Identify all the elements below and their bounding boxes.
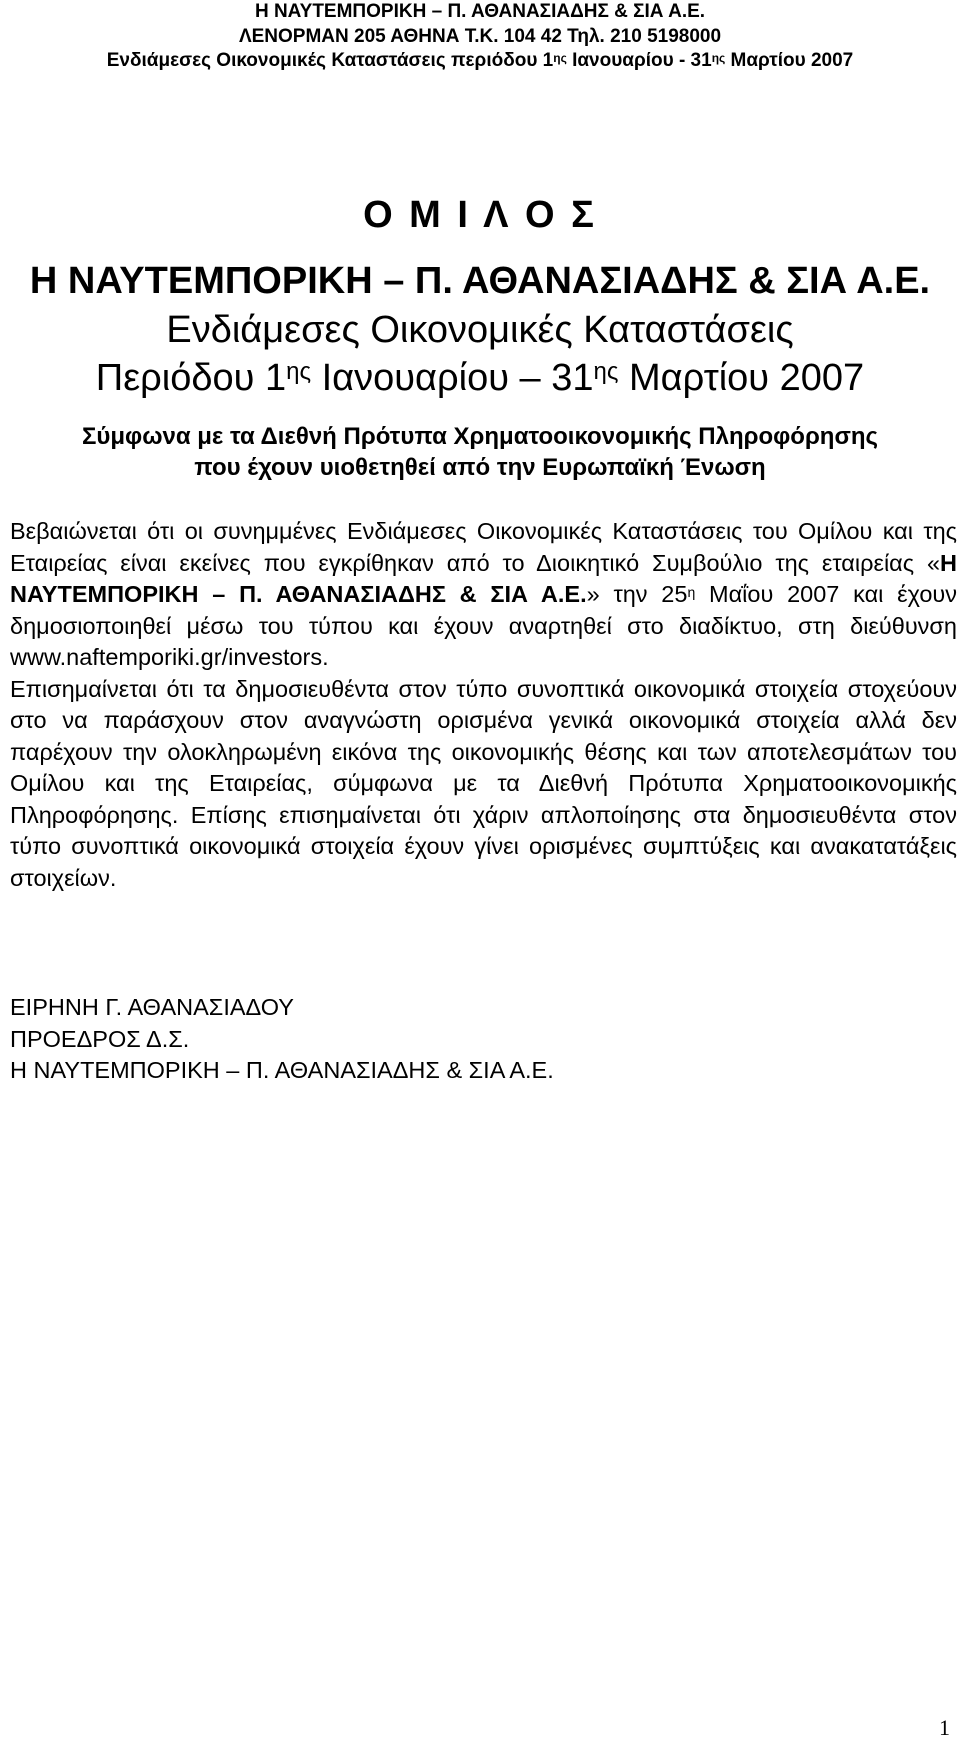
header-period-part: Μαρτίου 2007 bbox=[725, 50, 854, 71]
ifrs-line: που έχουν υιοθετηθεί από την Ευρωπαϊκή Ένωση bbox=[194, 454, 766, 481]
paragraph-text: » την 25 bbox=[586, 581, 688, 607]
header-period-part: Ενδιάμεσες Οικονομικές Καταστάσεις περιόδου 1 bbox=[106, 50, 554, 71]
page-number: 1 bbox=[939, 1715, 950, 1740]
signatory-role: ΠΡΟΕΔΡΟΣ Δ.Σ. bbox=[10, 1025, 190, 1052]
notice-paragraph: Επισημαίνεται ότι τα δημοσιευθέντα στον τύπο συνοπτικά οικονομικά στοιχεία στοχεύουν στο να παράσχουν στον αναγνώστη ορισμένα γενικά οικονομικά στοιχεία αλλά δεν παρέχουν την ολοκληρωμένη εικόνα της οικονομικής θέσης και των αποτελεσμάτων του Ομίλου και της Εταιρείας, σύμφωνα με τα Διεθνή Πρότυπα Χρηματοοικονομικής Πληροφόρησης. Επίσης επισημαίνεται ότι χάριν απλοποίησης στα δημοσιευθέντα στον τύπο συνοπτικά οικονομικά στοιχεία έχουν γίνει ορισμένες συμπτύξεις και ανακατατάξεις στοιχείων. bbox=[10, 675, 957, 891]
paragraph-text: Βεβαιώνεται ότι οι συνημμένες Ενδιάμεσες Οικονομικές Καταστάσεις του Ομίλου και της Εταιρείας είναι εκείνες που εγκρίθηκαν από το Διοικητικό Συμβούλιο της εταιρείας « bbox=[10, 518, 957, 576]
report-title: Ενδιάμεσες Οικονομικές Καταστάσεις bbox=[166, 309, 794, 351]
report-period-part: Μαρτίου 2007 bbox=[618, 357, 865, 399]
report-period-part: Περιόδου 1 bbox=[95, 357, 287, 399]
body-text bbox=[10, 516, 957, 894]
header-company: Η ΝΑΥΤΕΜΠΟΡΙΚΗ – Π. ΑΘΑΝΑΣΙΑΔΗΣ & ΣΙΑ Α.Ε. bbox=[254, 1, 706, 22]
signature-block bbox=[10, 992, 554, 1087]
company-name-bold: Η ΝΑΥΤΕΜΠΟΡΙΚΗ – Π. ΑΘΑΝΑΣΙΑΔΗΣ & ΣΙΑ Α.Ε. bbox=[10, 549, 957, 607]
header-period-part: Ιανουαρίου - 31 bbox=[566, 50, 712, 71]
signatory-name: ΕΙΡΗΝΗ Γ. ΑΘΑΝΑΣΙΑΔΟΥ bbox=[10, 994, 294, 1020]
paragraph-text: Μαΐου 2007 και έχουν δημοσιοποιηθεί μέσω του τύπου και έχουν αναρτηθεί στο διαδίκτυο, στη διεύθυνση www.naftemporiki.gr/investors. bbox=[10, 581, 957, 670]
group-heading: Ο Μ Ι Λ Ο Σ bbox=[363, 194, 597, 236]
report-period-sup: ης bbox=[593, 358, 619, 385]
header-period-sup: ης bbox=[553, 51, 567, 65]
header-report-period bbox=[0, 49, 960, 74]
header-period-sup: ης bbox=[711, 51, 726, 65]
report-period-sup: ης bbox=[286, 358, 312, 385]
page-header bbox=[0, 0, 960, 74]
ordinal-sup: η bbox=[687, 584, 696, 600]
report-period bbox=[0, 354, 960, 402]
company-title: Η ΝΑΥΤΕΜΠΟΡΙΚΗ – Π. ΑΘΑΝΑΣΙΑΔΗΣ & ΣΙΑ Α.Ε. bbox=[29, 260, 931, 302]
certification-paragraph bbox=[10, 516, 957, 674]
ifrs-line: Σύμφωνα με τα Διεθνή Πρότυπα Χρηματοοικονομικής Πληροφόρησης bbox=[81, 423, 879, 450]
report-period-part: Ιανουαρίου – 31 bbox=[311, 357, 594, 399]
signatory-company: Η ΝΑΥΤΕΜΠΟΡΙΚΗ – Π. ΑΘΑΝΑΣΙΑΔΗΣ & ΣΙΑ Α.Ε. bbox=[10, 1057, 554, 1083]
ifrs-statement bbox=[0, 421, 960, 483]
header-address: ΛΕΝΟΡΜΑΝ 205 ΑΘΗΝΑ Τ.Κ. 104 42 Τηλ. 210 5198000 bbox=[238, 25, 722, 47]
